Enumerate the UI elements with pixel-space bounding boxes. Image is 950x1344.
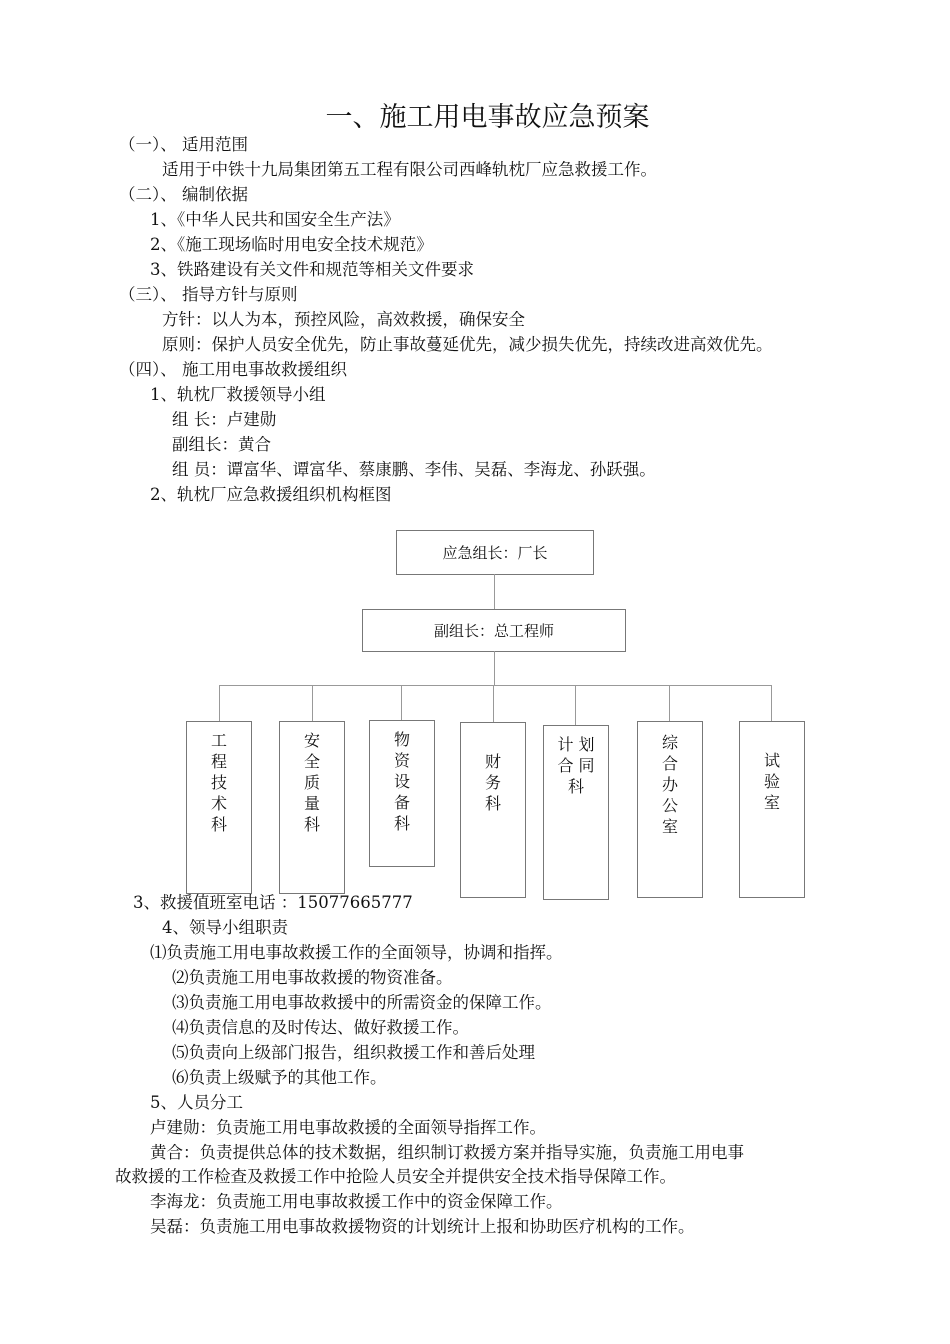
duties-heading: 4、领导小组职责 [162,918,288,937]
connector-line [494,651,495,685]
dept-materials-box [369,720,435,867]
dept-planning-contract-box [543,725,609,900]
principle-text: 原则：保护人员安全优先，防止事故蔓延优先，减少损失优先，持续改进高效优先。 [162,335,773,354]
dept-planning-contract-label: 计 划 合 同 科 [557,735,595,796]
staff-lu: 卢建勋：负责施工用电事故救援的全面领导指挥工作。 [150,1118,546,1137]
group-members: 组 员：谭富华、谭富华、蔡康鹏、李伟、吴磊、李海龙、孙跃强。 [172,460,656,479]
connector-line [771,685,772,721]
dept-engineering-box [186,721,252,894]
section-3-heading: （三）、 指导方针与原则 [119,285,298,304]
connector-line [493,685,494,722]
hotline-phone: 3、救援值班室电话 ：15077665777 [133,893,413,912]
dept-general-office-box [637,721,703,898]
staff-li: 李海龙：负责施工用电事故救援工作中的资金保障工作。 [150,1192,563,1211]
staff-huang-line-2: 故救援的工作检查及救援工作中抢险人员安全并提供安全技术指导保障工作。 [115,1167,676,1186]
document-title: 一、施工用电事故应急预案 [325,102,650,133]
connector-line [575,685,576,725]
duty-item-3: ⑶负责施工用电事故救援中的所需资金的保障工作。 [172,993,552,1012]
staff-division-heading: 5、人员分工 [150,1093,243,1112]
section-2-heading: （二）、 编制依据 [119,185,248,204]
connector-line [312,685,313,721]
org-chart-heading: 2、轨枕厂应急救援组织机构框图 [150,485,392,504]
dept-general-office-label: 综 合 办 公 室 [661,733,678,836]
dept-finance-label: 财 务 科 [484,752,501,813]
duty-item-5: ⑸负责向上级部门报告，组织救援工作和善后处理 [172,1043,535,1062]
deputy-leader: 副组长：黄合 [172,435,271,454]
basis-item-3: 3、铁路建设有关文件和规范等相关文件要求 [150,260,474,279]
section-1-heading: （一）、 适用范围 [119,135,248,154]
policy-text: 方针：以人为本，预控风险，高效救援，确保安全 [162,310,525,329]
section-4-heading: （四）、 施工用电事故救援组织 [119,360,347,379]
duty-item-4: ⑷负责信息的及时传达、做好救援工作。 [172,1018,469,1037]
connector-line [494,574,495,609]
staff-wu: 吴磊：负责施工用电事故救援物资的计划统计上报和协助医疗机构的工作。 [150,1217,695,1236]
basis-item-2: 2、《施工现场临时用电安全技术规范》 [150,235,433,254]
leadership-group-heading: 1、轨枕厂救援领导小组 [150,385,326,404]
connector-line [401,685,402,720]
dept-safety-quality-box [279,721,345,894]
dept-finance-box [460,722,526,898]
org-leader-box: 应急组长：厂长 [396,530,594,575]
org-deputy-box: 副组长：总工程师 [362,609,626,652]
duty-item-1: ⑴负责施工用电事故救援工作的全面领导，协调和指挥。 [150,943,563,962]
section-1-text: 适用于中铁十九局集团第五工程有限公司西峰轨枕厂应急救援工作。 [162,160,657,179]
duty-item-6: ⑹负责上级赋予的其他工作。 [172,1068,387,1087]
group-leader: 组 长：卢建勋 [172,410,277,429]
dept-laboratory-label: 试 验 室 [763,751,780,812]
duty-item-2: ⑵负责施工用电事故救援的物资准备。 [172,968,453,987]
dept-safety-quality-label: 安 全 质 量 科 [303,731,320,834]
connector-line [219,685,220,721]
staff-huang-line-1: 黄合：负责提供总体的技术数据，组织制订救援方案并指导实施，负责施工用电事 [150,1143,744,1162]
dept-materials-label: 物 资 设 备 科 [393,730,410,833]
basis-item-1: 1、《中华人民共和国安全生产法》 [150,210,400,229]
dept-engineering-label: 工 程 技 术 科 [210,731,227,834]
connector-line [219,685,772,686]
connector-line [669,685,670,721]
dept-laboratory-box [739,721,805,898]
